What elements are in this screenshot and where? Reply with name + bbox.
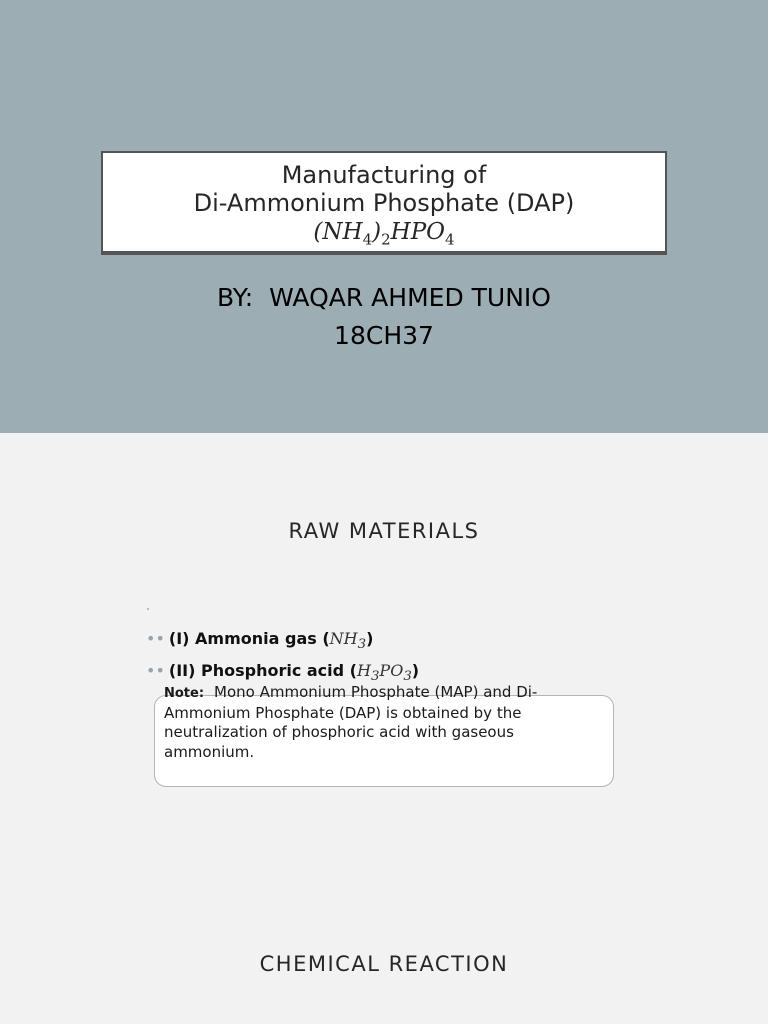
roll-number: 18CH37 — [334, 321, 434, 350]
note-body: Mono Ammonium Phosphate (MAP) and Di-Ammonium Phosphate (DAP) is obtained by the neutralization of phosphoric acid with gaseous ammonium. — [164, 683, 538, 761]
author-name: BY: WAQAR AHMED TUNIO — [217, 283, 551, 312]
formula-h3po3: $H_3PO_3$ — [356, 661, 412, 685]
bullet-icon: •• — [146, 629, 165, 648]
note-label: Note: — [164, 686, 205, 701]
bullet-icon: •• — [146, 661, 165, 680]
byline — [0, 279, 768, 355]
title-formula: $(NH_4)_2HPO_4$ — [313, 219, 455, 249]
title-line-2: Di-Ammonium Phosphate (DAP) — [193, 189, 575, 217]
title-slide — [0, 0, 768, 433]
formula-nh3: $NH_3$ — [329, 629, 367, 653]
empty-bullet-dot — [147, 608, 149, 610]
raw-material-item-ammonia: •• (I) Ammonia gas $(NH_3)$ — [146, 629, 374, 653]
raw-material-item-phosphoric-acid: •• (II) Phosphoric acid $(H_3PO_3)$ — [146, 661, 420, 685]
title-box — [101, 151, 667, 255]
title-line-1: Manufacturing of — [281, 161, 487, 189]
raw-materials-heading: RAW MATERIALS — [288, 519, 480, 543]
chemical-reaction-heading: CHEMICAL REACTION — [259, 952, 509, 976]
note-text — [164, 683, 584, 762]
